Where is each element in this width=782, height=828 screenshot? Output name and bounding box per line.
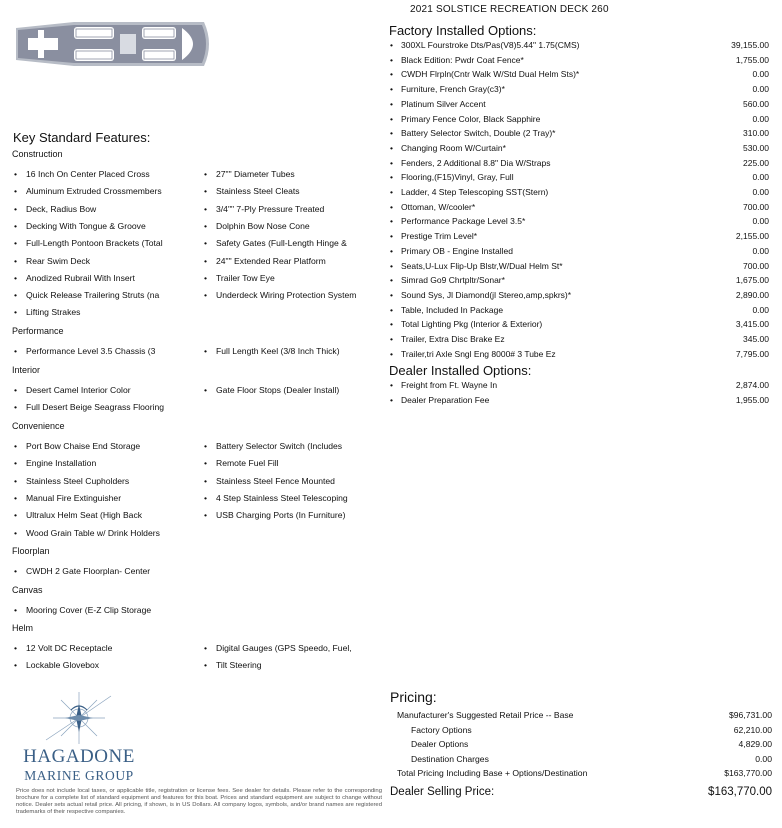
option-label: Ladder, 4 Step Telescoping SST(Stern) (401, 187, 549, 197)
feature-item (14, 169, 150, 179)
feature-item (14, 402, 164, 412)
option-row (390, 319, 770, 334)
feature-item (204, 346, 340, 356)
bullet: • (14, 492, 18, 503)
feature-item-label: Gate Floor Stops (Dealer Install) (216, 385, 340, 395)
pricing-heading: Pricing: (390, 689, 437, 705)
bullet: • (14, 441, 18, 451)
key-features-heading: Key Standard Features: (13, 130, 151, 145)
feature-item (14, 385, 131, 395)
feature-item (14, 605, 151, 615)
option-row (390, 143, 770, 158)
feature-item (204, 385, 339, 395)
feature-item (204, 510, 345, 520)
bullet: • (390, 334, 393, 344)
bullet: • (204, 220, 208, 231)
bullet: • (390, 128, 393, 139)
bullet: • (204, 238, 208, 249)
feature-item (204, 221, 310, 231)
bullet: • (390, 84, 393, 95)
option-price: 1,675.00 (735, 275, 769, 286)
bullet: • (204, 255, 208, 266)
feature-item (14, 238, 163, 248)
feature-item-label: Stainless Steel Cleats (216, 186, 300, 197)
pricing-row-value: 4,829.00 (738, 739, 772, 750)
disclaimer-text: Price does not include local taxes, or applicable title, registration or license fees. See dealer for details. Please refer to the corresponding brochure for a complete list of standard equipment and features for this boat. Prices and standard equipment are subject to change without notice. Dealer sets actual retail price. All pricing, if shown, is in US Dollars. All company logos, symbols, and/or brand names are registered trademarks of their respective companies. (16, 788, 382, 815)
option-name (390, 114, 540, 124)
feature-item (14, 476, 129, 486)
option-price: 2,874.00 (735, 380, 769, 390)
bullet: • (14, 605, 18, 615)
bullet: • (390, 142, 393, 153)
bullet: • (204, 458, 208, 469)
feature-item-label: 4 Step Stainless Steel Telescoping (216, 492, 348, 503)
option-price: 1,955.00 (735, 394, 769, 405)
feature-item (204, 458, 279, 468)
option-row (390, 158, 770, 173)
bullet: • (14, 527, 18, 538)
pricing-row-value: 62,210.00 (733, 724, 772, 735)
option-price: 225.00 (743, 157, 769, 168)
bullet: • (390, 113, 393, 124)
option-row (390, 55, 770, 70)
option-label: Simrad Go9 Chrtpltr/Sonar* (401, 275, 505, 286)
hagadone-logo (16, 688, 146, 786)
feature-item (204, 256, 326, 266)
bullet: • (14, 255, 18, 266)
feature-item-label: 3/4"" 7-Ply Pressure Treated (216, 203, 325, 214)
option-row (390, 84, 770, 99)
feature-section-heading: Construction (12, 149, 63, 159)
feature-item (14, 660, 99, 670)
bullet: • (390, 260, 393, 271)
option-row (390, 380, 770, 395)
option-price: 700.00 (743, 201, 769, 212)
feature-item (14, 510, 142, 520)
option-price: 0.00 (752, 216, 769, 227)
feature-item-label: USB Charging Ports (In Furniture) (216, 510, 346, 521)
option-price: 560.00 (743, 98, 769, 109)
feature-item-label: Tilt Steering (216, 660, 262, 671)
option-name (390, 202, 475, 212)
option-price: 39,155.00 (731, 40, 769, 50)
bullet: • (390, 157, 393, 168)
feature-item (14, 204, 96, 214)
option-name (390, 99, 486, 109)
option-row (390, 187, 770, 202)
option-name (390, 246, 513, 256)
option-name (390, 158, 550, 168)
option-name (390, 69, 579, 79)
bullet: • (204, 492, 208, 503)
option-price: 0.00 (752, 69, 769, 80)
bullet: • (390, 304, 393, 315)
bullet: • (390, 54, 393, 65)
option-name (390, 143, 506, 153)
bullet: • (204, 272, 208, 283)
option-label: 300XL Fourstroke Dts/Pas(V8)5.44" 1.75(CMS) (401, 40, 580, 50)
feature-item (14, 290, 159, 300)
bullet: • (390, 201, 393, 212)
option-price: 530.00 (743, 142, 769, 153)
document-title: 2021 SOLSTICE RECREATION DECK 260 (410, 4, 609, 15)
feature-item (14, 256, 90, 266)
feature-item-label: Ultralux Helm Seat (High Back (26, 510, 143, 521)
feature-item (14, 221, 146, 231)
option-price: 3,415.00 (735, 319, 769, 330)
option-row (390, 216, 770, 231)
option-name (390, 187, 548, 197)
option-label: Dealer Preparation Fee (401, 394, 490, 405)
option-name (390, 261, 563, 271)
option-price: 310.00 (743, 128, 769, 139)
bullet: • (204, 441, 208, 451)
feature-item-label: CWDH 2 Gate Floorplan- Center (26, 566, 151, 576)
option-label: Furniture, French Gray(c3)* (401, 84, 505, 95)
bullet: • (14, 238, 18, 249)
option-price: 0.00 (752, 245, 769, 256)
option-name (390, 275, 505, 285)
option-label: Sound Sys, Jl Diamond(jl Stereo,amp,spkrs)* (401, 289, 572, 300)
feature-item-label: 24"" Extended Rear Platform (216, 255, 326, 266)
option-label: Performance Package Level 3.5* (401, 216, 526, 227)
option-label: Primary OB - Engine Installed (401, 245, 513, 256)
option-name (390, 305, 503, 315)
bullet: • (390, 216, 393, 227)
bullet: • (390, 69, 393, 80)
bullet: • (204, 203, 208, 214)
option-row (390, 290, 770, 305)
option-name (390, 319, 542, 329)
option-name (390, 172, 514, 182)
dealer-selling-price-label: Dealer Selling Price: (390, 786, 495, 798)
bullet: • (204, 660, 208, 671)
feature-item (14, 441, 140, 451)
factory-options-heading: Factory Installed Options: (389, 23, 537, 38)
feature-section-heading: Convenience (12, 421, 65, 431)
option-price: 2,890.00 (735, 289, 769, 300)
option-price: 0.00 (752, 84, 769, 95)
bullet: • (390, 172, 393, 183)
option-row (390, 128, 770, 143)
pricing-row-label: Manufacturer's Suggested Retail Price -- Base (397, 710, 574, 720)
feature-item (204, 643, 352, 653)
option-name (390, 395, 489, 405)
feature-item (14, 186, 162, 196)
bullet: • (14, 220, 18, 231)
option-label: Battery Selector Switch, Double (2 Tray)* (401, 128, 556, 139)
feature-item-label: Engine Installation (26, 458, 97, 469)
option-label: Platinum Silver Accent (401, 98, 486, 109)
option-label: Ottoman, W/cooler* (401, 201, 476, 212)
bullet: • (14, 169, 18, 179)
bullet: • (204, 385, 208, 395)
bullet: • (14, 458, 18, 469)
bullet: • (14, 307, 18, 318)
feature-item-label: Anodized Rubrail With Insert (26, 272, 135, 283)
feature-item-label: Full-Length Pontoon Brackets (Total (26, 238, 163, 249)
bullet: • (390, 348, 393, 359)
option-row (390, 275, 770, 290)
feature-item (204, 290, 356, 300)
feature-section-heading: Canvas (12, 585, 43, 595)
feature-item-label: Trailer Tow Eye (216, 272, 275, 283)
feature-item-label: Lifting Strakes (26, 307, 81, 318)
feature-item (204, 204, 324, 214)
feature-item-label: Performance Level 3.5 Chassis (3 (26, 346, 156, 356)
bullet: • (390, 187, 393, 197)
bullet: • (390, 319, 393, 330)
bullet: • (14, 402, 18, 413)
bullet: • (390, 245, 393, 256)
option-name (390, 128, 555, 138)
option-row (390, 261, 770, 276)
option-label: Fenders, 2 Additional 8.8" Dia W/Straps (401, 157, 551, 168)
feature-item-label: Mooring Cover (E-Z Clip Storage (26, 605, 152, 615)
feature-item-label: Manual Fire Extinguisher (26, 492, 122, 503)
feature-item-label: Rear Swim Deck (26, 255, 90, 266)
bullet: • (14, 643, 18, 653)
feature-item-label: Wood Grain Table w/ Drink Holders (26, 527, 160, 538)
feature-item-label: 16 Inch On Center Placed Cross (26, 169, 150, 179)
feature-item-label: Aluminum Extruded Crossmembers (26, 186, 162, 197)
option-name (390, 231, 477, 241)
option-label: Primary Fence Color, Black Sapphire (401, 113, 541, 124)
bullet: • (204, 186, 208, 197)
option-price: 0.00 (752, 172, 769, 183)
option-label: Trailer,tri Axle Sngl Eng 8000# 3 Tube Ez (401, 348, 556, 359)
feature-item (14, 273, 135, 283)
option-price: 345.00 (743, 334, 769, 344)
option-price: 1,755.00 (735, 54, 769, 65)
option-row (390, 172, 770, 187)
bullet: • (390, 40, 393, 50)
pricing-row-label: Dealer Options (411, 739, 469, 750)
feature-item-label: Decking With Tongue & Groove (26, 220, 146, 231)
bullet: • (14, 272, 18, 283)
option-row (390, 305, 770, 320)
option-name (390, 380, 497, 390)
option-label: Prestige Trim Level* (401, 231, 478, 242)
bullet: • (14, 290, 18, 301)
feature-item-label: Safety Gates (Full-Length Hinge & (216, 238, 347, 249)
feature-item (204, 660, 262, 670)
feature-item-label: Full Desert Beige Seagrass Flooring (26, 402, 165, 413)
bullet: • (204, 475, 208, 486)
option-row (390, 69, 770, 84)
feature-item (14, 346, 155, 356)
bullet: • (390, 394, 393, 405)
feature-item-label: Stainless Steel Cupholders (26, 475, 130, 486)
option-label: Freight from Ft. Wayne In (401, 380, 498, 390)
feature-item (14, 528, 160, 538)
bullet: • (14, 346, 18, 356)
option-row (390, 231, 770, 246)
option-price: 0.00 (752, 187, 769, 197)
option-price: 0.00 (752, 113, 769, 124)
feature-item (204, 273, 275, 283)
bullet: • (14, 566, 18, 576)
dealer-selling-price-value: $163,770.00 (708, 786, 772, 798)
feature-item-label: 27"" Diameter Tubes (216, 169, 295, 179)
feature-section-heading: Helm (12, 623, 34, 633)
feature-item-label: Battery Selector Switch (Includes (216, 441, 343, 451)
option-price: 700.00 (743, 260, 769, 271)
option-label: Changing Room W/Curtain* (401, 142, 506, 153)
feature-item-label: Digital Gauges (GPS Speedo, Fuel, (216, 643, 352, 653)
bullet: • (390, 98, 393, 109)
option-row (390, 246, 770, 261)
option-row (390, 202, 770, 217)
bullet: • (14, 186, 18, 197)
feature-item-label: Dolphin Bow Nose Cone (216, 220, 310, 231)
feature-item-label: Underdeck Wiring Protection System (216, 290, 357, 301)
feature-item (204, 476, 335, 486)
feature-item (14, 643, 112, 653)
option-label: Flooring,(F15)Vinyl, Gray, Full (401, 172, 514, 183)
bullet: • (204, 346, 208, 356)
option-label: Black Edition: Pwdr Coat Fence* (401, 54, 524, 65)
option-label: Table, Included In Package (401, 304, 504, 315)
feature-item-label: Deck, Radius Bow (26, 203, 97, 214)
feature-item-label: Quick Release Trailering Struts (na (26, 290, 160, 301)
dealer-options-heading: Dealer Installed Options: (389, 363, 532, 378)
option-label: Seats,U-Lux Flip-Up Blstr,W/Dual Helm St* (401, 260, 563, 271)
feature-item-label: Full Length Keel (3/8 Inch Thick) (216, 346, 340, 356)
pricing-row-label: Total Pricing Including Base + Options/Destination (397, 768, 588, 779)
feature-section-heading: Interior (12, 365, 41, 375)
bullet: • (390, 231, 393, 242)
option-label: Total Lighting Pkg (Interior & Exterior) (401, 319, 543, 330)
option-label: Trailer, Extra Disc Brake Ez (401, 334, 505, 344)
feature-item (14, 566, 150, 576)
pricing-row-label: Destination Charges (411, 753, 489, 764)
option-row (390, 334, 770, 349)
option-price: 7,795.00 (735, 348, 769, 359)
option-row (390, 349, 770, 364)
feature-item-label: Lockable Glovebox (26, 660, 100, 671)
option-name (390, 290, 571, 300)
option-name (390, 84, 505, 94)
bullet: • (14, 510, 18, 521)
option-row (390, 114, 770, 129)
option-name (390, 40, 579, 50)
feature-item-label: Desert Camel Interior Color (26, 385, 131, 395)
feature-item-label: Remote Fuel Fill (216, 458, 279, 469)
bullet: • (204, 290, 208, 301)
feature-item-label: Stainless Steel Fence Mounted (216, 475, 335, 486)
option-name (390, 349, 556, 359)
bullet: • (14, 475, 18, 486)
feature-item (14, 307, 80, 317)
feature-item (204, 238, 347, 248)
feature-item (204, 169, 295, 179)
option-name (390, 216, 525, 226)
feature-item (204, 493, 348, 503)
option-row (390, 40, 770, 55)
bullet: • (14, 385, 18, 395)
pricing-row-value: $96,731.00 (728, 710, 772, 720)
bullet: • (14, 660, 18, 671)
option-price: 0.00 (752, 304, 769, 315)
option-row (390, 99, 770, 114)
bullet: • (204, 643, 208, 653)
bullet: • (390, 380, 393, 390)
feature-item (14, 493, 121, 503)
feature-item (204, 186, 300, 196)
pricing-row-value: $163,770.00 (724, 768, 772, 779)
logo-text-line1: HAGADONE (23, 746, 135, 767)
feature-item (14, 458, 96, 468)
bullet: • (204, 510, 208, 521)
option-row (390, 395, 770, 410)
boat-floorplan-image (14, 18, 214, 70)
option-name (390, 55, 524, 65)
pricing-row-label: Factory Options (411, 724, 472, 735)
feature-item-label: Port Bow Chaise End Storage (26, 441, 141, 451)
bullet: • (390, 289, 393, 300)
feature-item (204, 441, 342, 451)
pricing-row-value: 0.00 (755, 753, 772, 764)
bullet: • (390, 275, 393, 286)
bullet: • (14, 203, 18, 214)
feature-item-label: 12 Volt DC Receptacle (26, 643, 113, 653)
logo-text-line2: MARINE GROUP (24, 768, 134, 783)
feature-section-heading: Floorplan (12, 546, 50, 556)
feature-section-heading: Performance (12, 326, 64, 336)
bullet: • (204, 169, 208, 179)
option-price: 2,155.00 (735, 231, 769, 242)
option-name (390, 334, 505, 344)
option-label: CWDH Flrpln(Cntr Walk W/Std Dual Helm Sts)* (401, 69, 580, 80)
